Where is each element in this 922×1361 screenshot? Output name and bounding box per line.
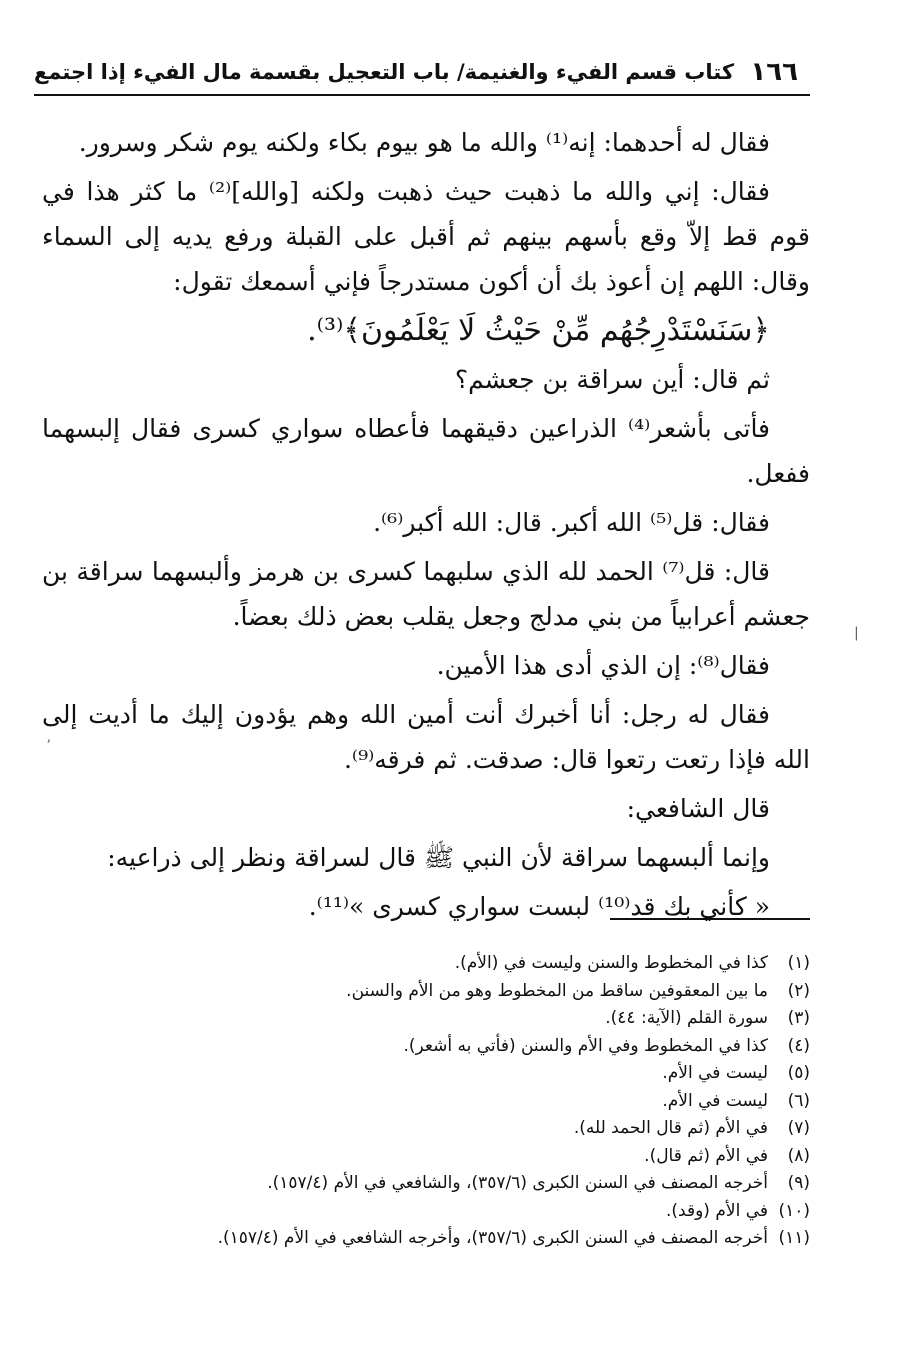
- section-heading: قال الشافعي:: [626, 794, 770, 823]
- footnote-number: (١٠): [778, 1200, 810, 1221]
- main-text: [42, 120, 810, 933]
- footnote-number: (١١): [778, 1228, 810, 1248]
- paragraph: فقال: قل⁽⁵⁾ الله أكبر. قال: الله أكبر⁽⁶⁾.: [373, 508, 770, 537]
- footnote-text: ليست في الأم.: [662, 1063, 768, 1083]
- footnote-number: (٩): [787, 1173, 810, 1193]
- footnote-text: سورة القلم (الآية: ٤٤).: [605, 1008, 768, 1028]
- footnote: [120, 1060, 810, 1088]
- footnote: [120, 1033, 810, 1061]
- footnote: [120, 1088, 810, 1116]
- quran-verse: ﴿سَنَسْتَدْرِجُهُم مِّنْ حَيْثُ لَا يَعْلَمُونَ﴾⁽³⁾.: [307, 313, 770, 348]
- footnote-number: (٣): [787, 1008, 810, 1028]
- footnote-text: ليست في الأم.: [662, 1090, 768, 1111]
- margin-mark: |: [854, 625, 859, 641]
- footnote: [120, 978, 810, 1006]
- paragraph: فقال: إني والله ما ذهبت حيث ذهبت ولكنه [والله]⁽²⁾ ما كثر هذا في قوم قط إلاّ وقع بأسهم بينهم ثم أقبل على القبلة ورفع يديه إلى السماء وقال: اللهم إن أعوذ بك أن أكون مستدرجاً فإني أسمعك تقول:: [42, 177, 810, 296]
- paragraph: فأتى بأشعر⁽⁴⁾ الذراعين دقيقهما فأعطاه سواري كسرى فقال إلبسهما ففعل.: [42, 414, 810, 488]
- footnote-number: (٤): [787, 1035, 810, 1056]
- footnote: [120, 1170, 810, 1198]
- footnote-text: كذا في المخطوط وفي الأم والسنن (فأتي به أشعر).: [403, 1035, 768, 1056]
- page-header: [34, 50, 810, 96]
- paragraph: ثم قال: أين سراقة بن جعشم؟: [454, 365, 770, 394]
- footnote: [120, 1143, 810, 1171]
- margin-mark: ʼ: [46, 738, 51, 754]
- paragraph: فقال له رجل: أنا أخبرك أنت أمين الله وهم يؤدون إليك ما أديت إلى الله فإذا رتعت رتعوا قال: صدقت. ثم فرقه⁽⁹⁾.: [42, 700, 810, 774]
- running-title: كتاب قسم الفيء والغنيمة/ باب التعجيل بقسمة مال الفيء إذا اجتمع: [34, 60, 735, 84]
- hadith-quote: « كأني بك قد⁽¹⁰⁾ لبست سواري كسرى »⁽¹¹⁾.: [308, 892, 770, 921]
- footnote-text: أخرجه المصنف في السنن الكبرى (٣٥٧/٦)، وأخرجه الشافعي في الأم (١٥٧/٤).: [217, 1228, 768, 1248]
- footnote-text: في الأم (وقد).: [666, 1200, 768, 1221]
- footnote-number: (٦): [787, 1090, 810, 1111]
- footnote: [120, 1225, 810, 1253]
- paragraph: فقال⁽⁸⁾: إن الذي أدى هذا الأمين.: [436, 651, 770, 680]
- paragraph: قال: قل⁽⁷⁾ الحمد لله الذي سلبهما كسرى بن هرمز وألبسهما سراقة بن جعشم أعرابياً من بني مدلج وجعل يقلب بعض ذلك بعضاً.: [42, 557, 810, 631]
- footnote-text: ما بين المعقوفين ساقط من المخطوط وهو من الأم والسنن.: [346, 980, 768, 1001]
- footnote-divider: [610, 918, 810, 920]
- footnote-number: (٧): [787, 1118, 810, 1138]
- paragraph: وإنما ألبسهما سراقة لأن النبي ﷺ قال لسراقة ونظر إلى ذراعيه:: [107, 843, 770, 872]
- footnotes: [120, 950, 810, 1253]
- footnote-number: (٥): [787, 1063, 810, 1083]
- footnote-text: كذا في المخطوط والسنن وليست في (الأم).: [454, 953, 768, 973]
- footnote: [120, 1198, 810, 1226]
- footnote-text: أخرجه المصنف في السنن الكبرى (٣٥٧/٦)، والشافعي في الأم (١٥٧/٤).: [267, 1173, 768, 1193]
- footnote-number: (٢): [787, 980, 810, 1001]
- footnote-text: في الأم (ثم قال).: [644, 1145, 768, 1166]
- footnote-number: (١): [787, 953, 810, 973]
- footnote: [120, 950, 810, 978]
- footnote-number: (٨): [787, 1145, 810, 1166]
- footnote: [120, 1115, 810, 1143]
- footnote-text: في الأم (ثم قال الحمد لله).: [573, 1118, 768, 1138]
- page-number: ١٦٦: [750, 57, 798, 87]
- paragraph: فقال له أحدهما: إنه⁽¹⁾ والله ما هو بيوم بكاء ولكنه يوم شكر وسرور.: [78, 128, 770, 157]
- footnote: [120, 1005, 810, 1033]
